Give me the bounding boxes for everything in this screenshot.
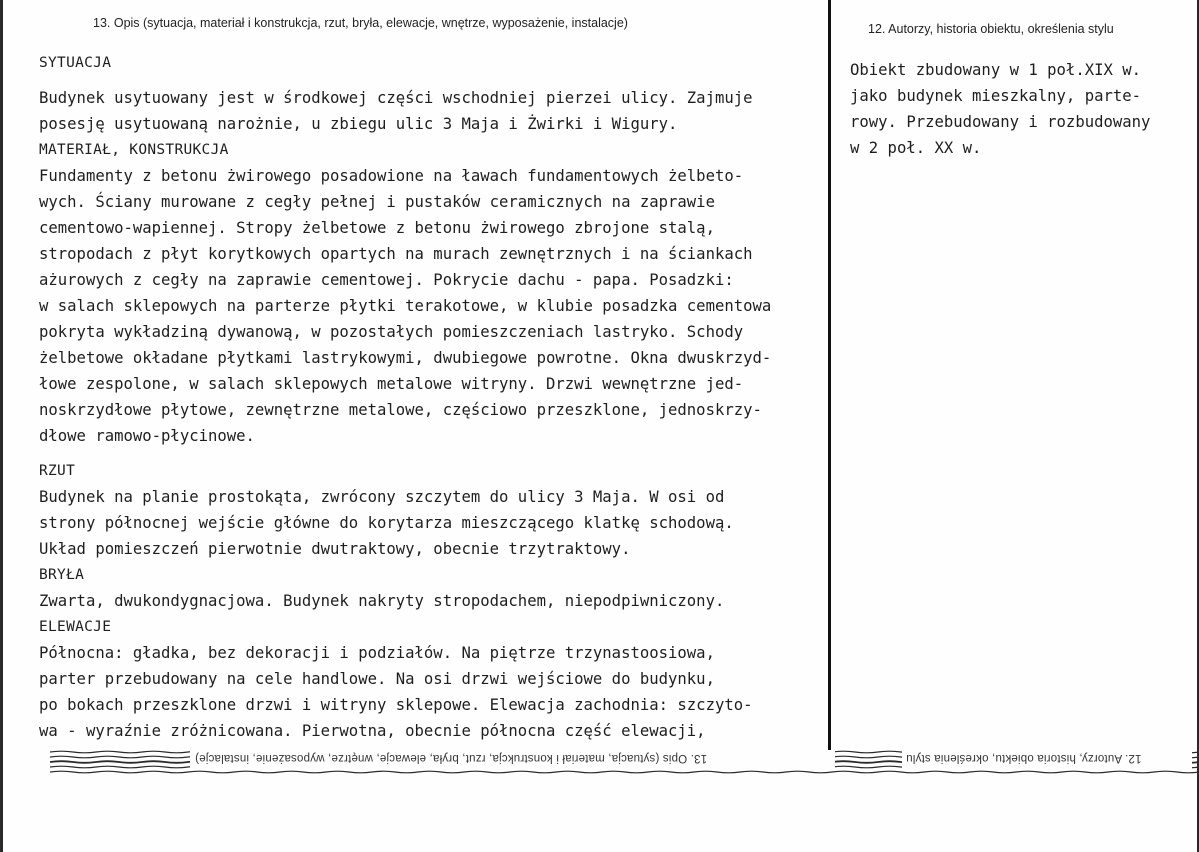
spacer <box>39 449 839 458</box>
heading-rzut: RZUT <box>39 463 76 479</box>
spacer <box>39 76 839 85</box>
text-line: łowe zespolone, w salach sklepowych metalowe witryny. Drzwi wewnętrzne jed- <box>39 375 744 393</box>
mirrored-header-left: 13. Opis (sytuacja, materiał i konstrukcja, rzut, bryła, elewacje, wnętrze, wyposażenie, instalacje) <box>195 752 708 764</box>
text-line: parter przebudowany na cele handlowe. Na osi drzwi wejściowe do budynku, <box>39 670 715 688</box>
page-edge-left <box>0 0 3 852</box>
text-line: w salach sklepowych na parterze płytki terakotowe, w klubie posadzka cementowa <box>39 297 772 315</box>
text-line: wych. Ściany murowane z cegły pełnej i pustaków ceramicznych na zaprawie <box>39 193 715 211</box>
text-line: Północna: gładka, bez dekoracji i podziałów. Na piętrze trzynastoosiowa, <box>39 644 715 662</box>
text-line: stropodach z płyt korytkowych opartych na murach zewnętrznych i na ściankach <box>39 245 753 263</box>
text-line: Obiekt zbudowany w 1 poł.XIX w. <box>850 61 1142 79</box>
text-line: Zwarta, dwukondygnacjowa. Budynek nakryty stropodachem, niepodpiwniczony. <box>39 592 725 610</box>
heading-material: MATERIAŁ, KONSTRUKCJA <box>39 142 229 158</box>
text-line: jako budynek mieszkalny, parte- <box>850 87 1142 105</box>
text-line: ażurowych z cegły na zaprawie cementowej. Pokrycie dachu - papa. Posadzki: <box>39 271 734 289</box>
mirrored-header-right: 12. Autorzy, historia obiektu, określenia stylu <box>906 752 1142 764</box>
text-line: wa - wyraźnie zróżnicowana. Pierwotna, obecnie północna część elewacji, <box>39 722 706 740</box>
text-line: cementowo-wapiennej. Stropy żelbetowe z betonu żwirowego zbrojone stalą, <box>39 219 715 237</box>
text-line: Budynek usytuowany jest w środkowej części wschodniej pierzei ulicy. Zajmuje <box>39 89 753 107</box>
text-line: po bokach przeszklone drzwi i witryny sklepowe. Elewacja zachodnia: szczyto- <box>39 696 753 714</box>
heading-sytuacja: SYTUACJA <box>39 55 112 71</box>
text-line: dłowe ramowo-płycinowe. <box>39 427 255 445</box>
heading-elewacje: ELEWACJE <box>39 619 112 635</box>
text-line: żelbetowe okładane płytkami lastrykowymi, dwubiegowe powrotne. Okna dwuskrzyd- <box>39 349 772 367</box>
text-line: w 2 poł. XX w. <box>850 139 982 157</box>
text-line: posesję usytuowaną narożnie, u zbiegu ulic 3 Maja i Żwirki i Wigury. <box>39 115 678 133</box>
text-line: Budynek na planie prostokąta, zwrócony szczytem do ulicy 3 Maja. W osi od <box>39 488 725 506</box>
description-column <box>39 50 839 744</box>
wavy-line <box>50 771 1199 773</box>
text-line: Układ pomieszczeń pierwotnie dwutraktowy, obecnie trzytraktowy. <box>39 540 631 558</box>
text-line: strony północnej wejście główne do korytarza mieszczącego klatkę schodową. <box>39 514 734 532</box>
text-line: noskrzydłowe płytowe, zewnętrzne metalowe, częściowo przeszklone, jednoskrzy- <box>39 401 762 419</box>
text-line: Fundamenty z betonu żwirowego posadowione na ławach fundamentowych żelbeto- <box>39 167 744 185</box>
history-column <box>850 57 1180 161</box>
history-section-header: 12. Autorzy, historia obiektu, określenia stylu <box>868 22 1114 36</box>
text-line: rowy. Przebudowany i rozbudowany <box>850 113 1151 131</box>
heading-bryla: BRYŁA <box>39 567 85 583</box>
description-section-header: 13. Opis (sytuacja, materiał i konstrukcja, rzut, bryła, elewacje, wnętrze, wyposażenie, instalacje) <box>93 16 628 30</box>
text-line: pokryta wykładziną dywanową, w pozostałych pomieszczeniach lastryko. Schody <box>39 323 744 341</box>
